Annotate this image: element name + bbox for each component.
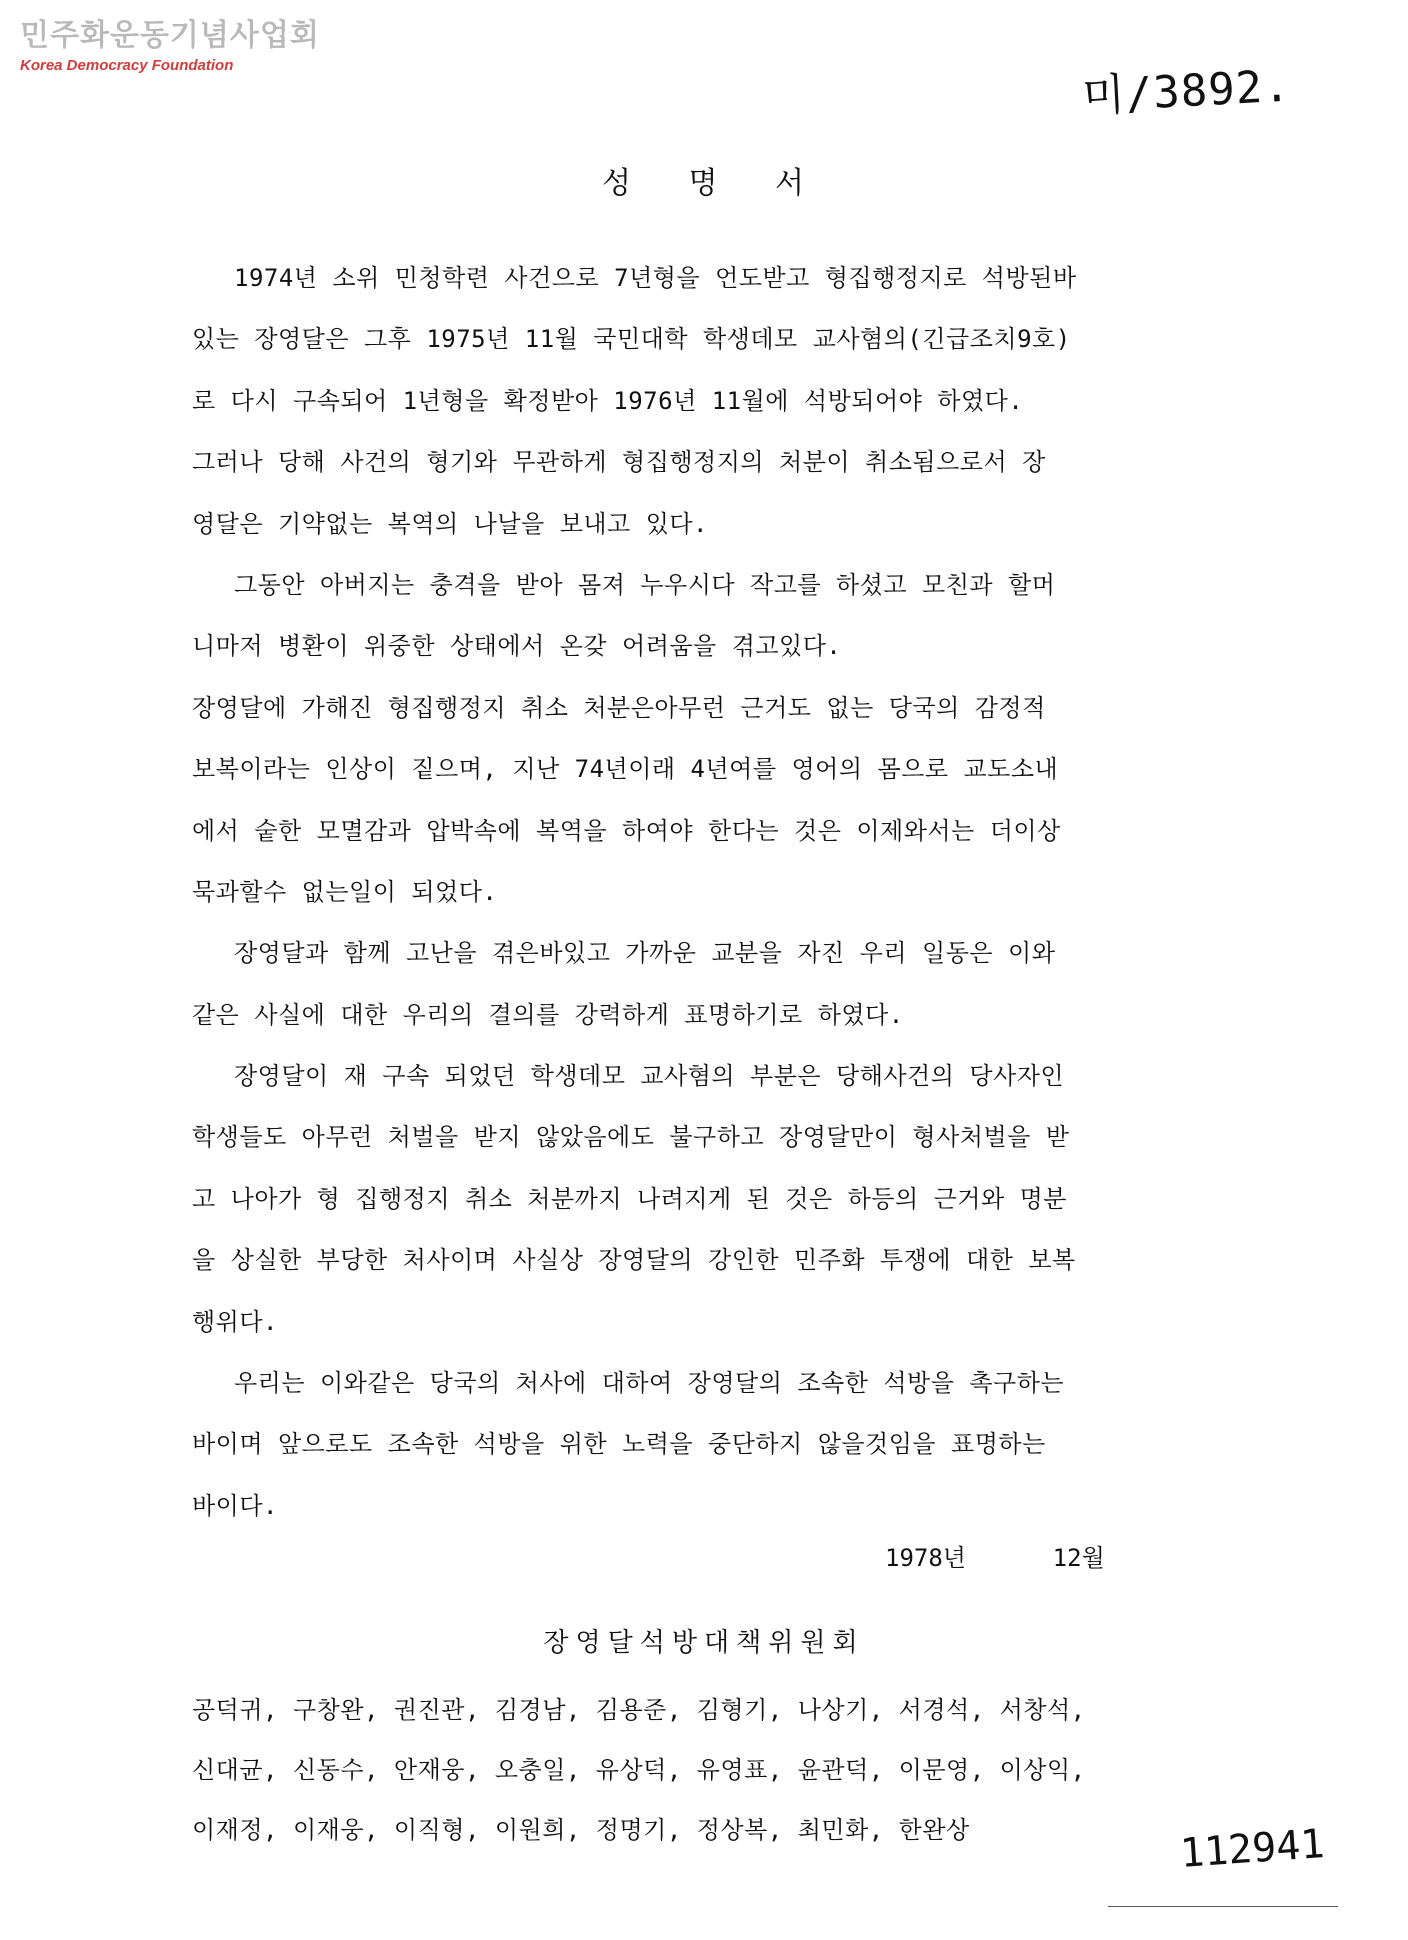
statement-line: 같은 사실에 대한 우리의 결의를 강력하게 표명하기로 하였다. [192, 1000, 904, 1029]
statement-line: 행위다. [192, 1307, 279, 1336]
statement-body [192, 248, 1282, 1537]
statement-line: 바이며 앞으로도 조속한 석방을 위한 노력을 중단하지 않을것임을 표명하는 [192, 1430, 1046, 1459]
watermark-english: Korea Democracy Foundation [20, 57, 234, 74]
statement-line: 을 상실한 부당한 처사이며 사실상 장영달의 강인한 민주화 투쟁에 대한 보복 [192, 1246, 1076, 1275]
statement-line: 장영달이 재 구속 되었던 학생데모 교사혐의 부분은 당해사건의 당사자인 [234, 1062, 1065, 1091]
member-line: 신대균, 신동수, 안재웅, 오충일, 유상덕, 유영표, 윤관덕, 이문영, 이상익, [192, 1756, 1086, 1784]
statement-line: 영달은 기약없는 복역의 나날을 보내고 있다. [192, 509, 709, 538]
statement-line: 있는 장영달은 그후 1975년 11월 국민대학 학생데모 교사혐의(긴급조치9호) [192, 325, 1071, 354]
statement-date: 1978년 12월 [885, 1544, 1105, 1572]
statement-line: 장영달과 함께 고난을 겪은바있고 가까운 교분을 자진 우리 일동은 이와 [234, 939, 1056, 968]
statement-line: 그러나 당해 사건의 형기와 무관하게 형집행정지의 처분이 취소됨으로서 장 [192, 448, 1046, 477]
statement-line: 바이다. [192, 1491, 279, 1520]
statement-line: 우리는 이와같은 당국의 처사에 대하여 장영달의 조속한 석방을 촉구하는 [234, 1369, 1065, 1398]
statement-line: 학생들도 아무런 처벌을 받지 않았음에도 불구하고 장영달만이 형사처벌을 받 [192, 1123, 1070, 1152]
statement-line: 묵과할수 없는일이 되었다. [192, 877, 498, 906]
handwritten-document-number: 112941 [1178, 1821, 1326, 1877]
statement-line: 에서 숱한 모멸감과 압박속에 복역을 하여야 한다는 것은 이제와서는 더이상 [192, 816, 1061, 845]
watermark-korean: 민주화운동기념사업회 [20, 18, 320, 53]
foundation-watermark [20, 18, 320, 76]
member-line: 공덕귀, 구창완, 권진관, 김경남, 김용준, 김형기, 나상기, 서경석, 서창석, [192, 1696, 1086, 1724]
member-list [192, 1680, 1292, 1860]
statement-line: 장영달에 가해진 형집행정지 취소 처분은아무런 근거도 없는 당국의 감정적 [192, 693, 1046, 722]
statement-line: 1974년 소위 민청학련 사건으로 7년형을 언도받고 형집행정지로 석방된바 [234, 264, 1077, 292]
member-line: 이재정, 이재웅, 이직형, 이원희, 정명기, 정상복, 최민화, 한완상 [192, 1816, 970, 1844]
statement-line: 니마저 병환이 위중한 상태에서 온갖 어려움을 겪고있다. [192, 632, 842, 661]
handwritten-archive-number: 미/3892. [1080, 60, 1292, 123]
bottom-rule [1108, 1906, 1338, 1907]
statement-line: 그동안 아버지는 충격을 받아 몸져 누우시다 작고를 하셨고 모친과 할머 [234, 570, 1056, 599]
statement-line: 로 다시 구속되어 1년형을 확정받아 1976년 11월에 석방되어야 하였다. [192, 386, 1024, 415]
committee-name: 장영달석방대책위원회 [543, 1628, 865, 1658]
document-title: 성 명 서 [601, 166, 806, 201]
statement-line: 고 나아가 형 집행정지 취소 처분까지 나려지게 된 것은 하등의 근거와 명분 [192, 1184, 1067, 1213]
statement-line: 보복이라는 인상이 짙으며, 지난 74년이래 4년여를 영어의 몸으로 교도소내 [192, 755, 1059, 784]
